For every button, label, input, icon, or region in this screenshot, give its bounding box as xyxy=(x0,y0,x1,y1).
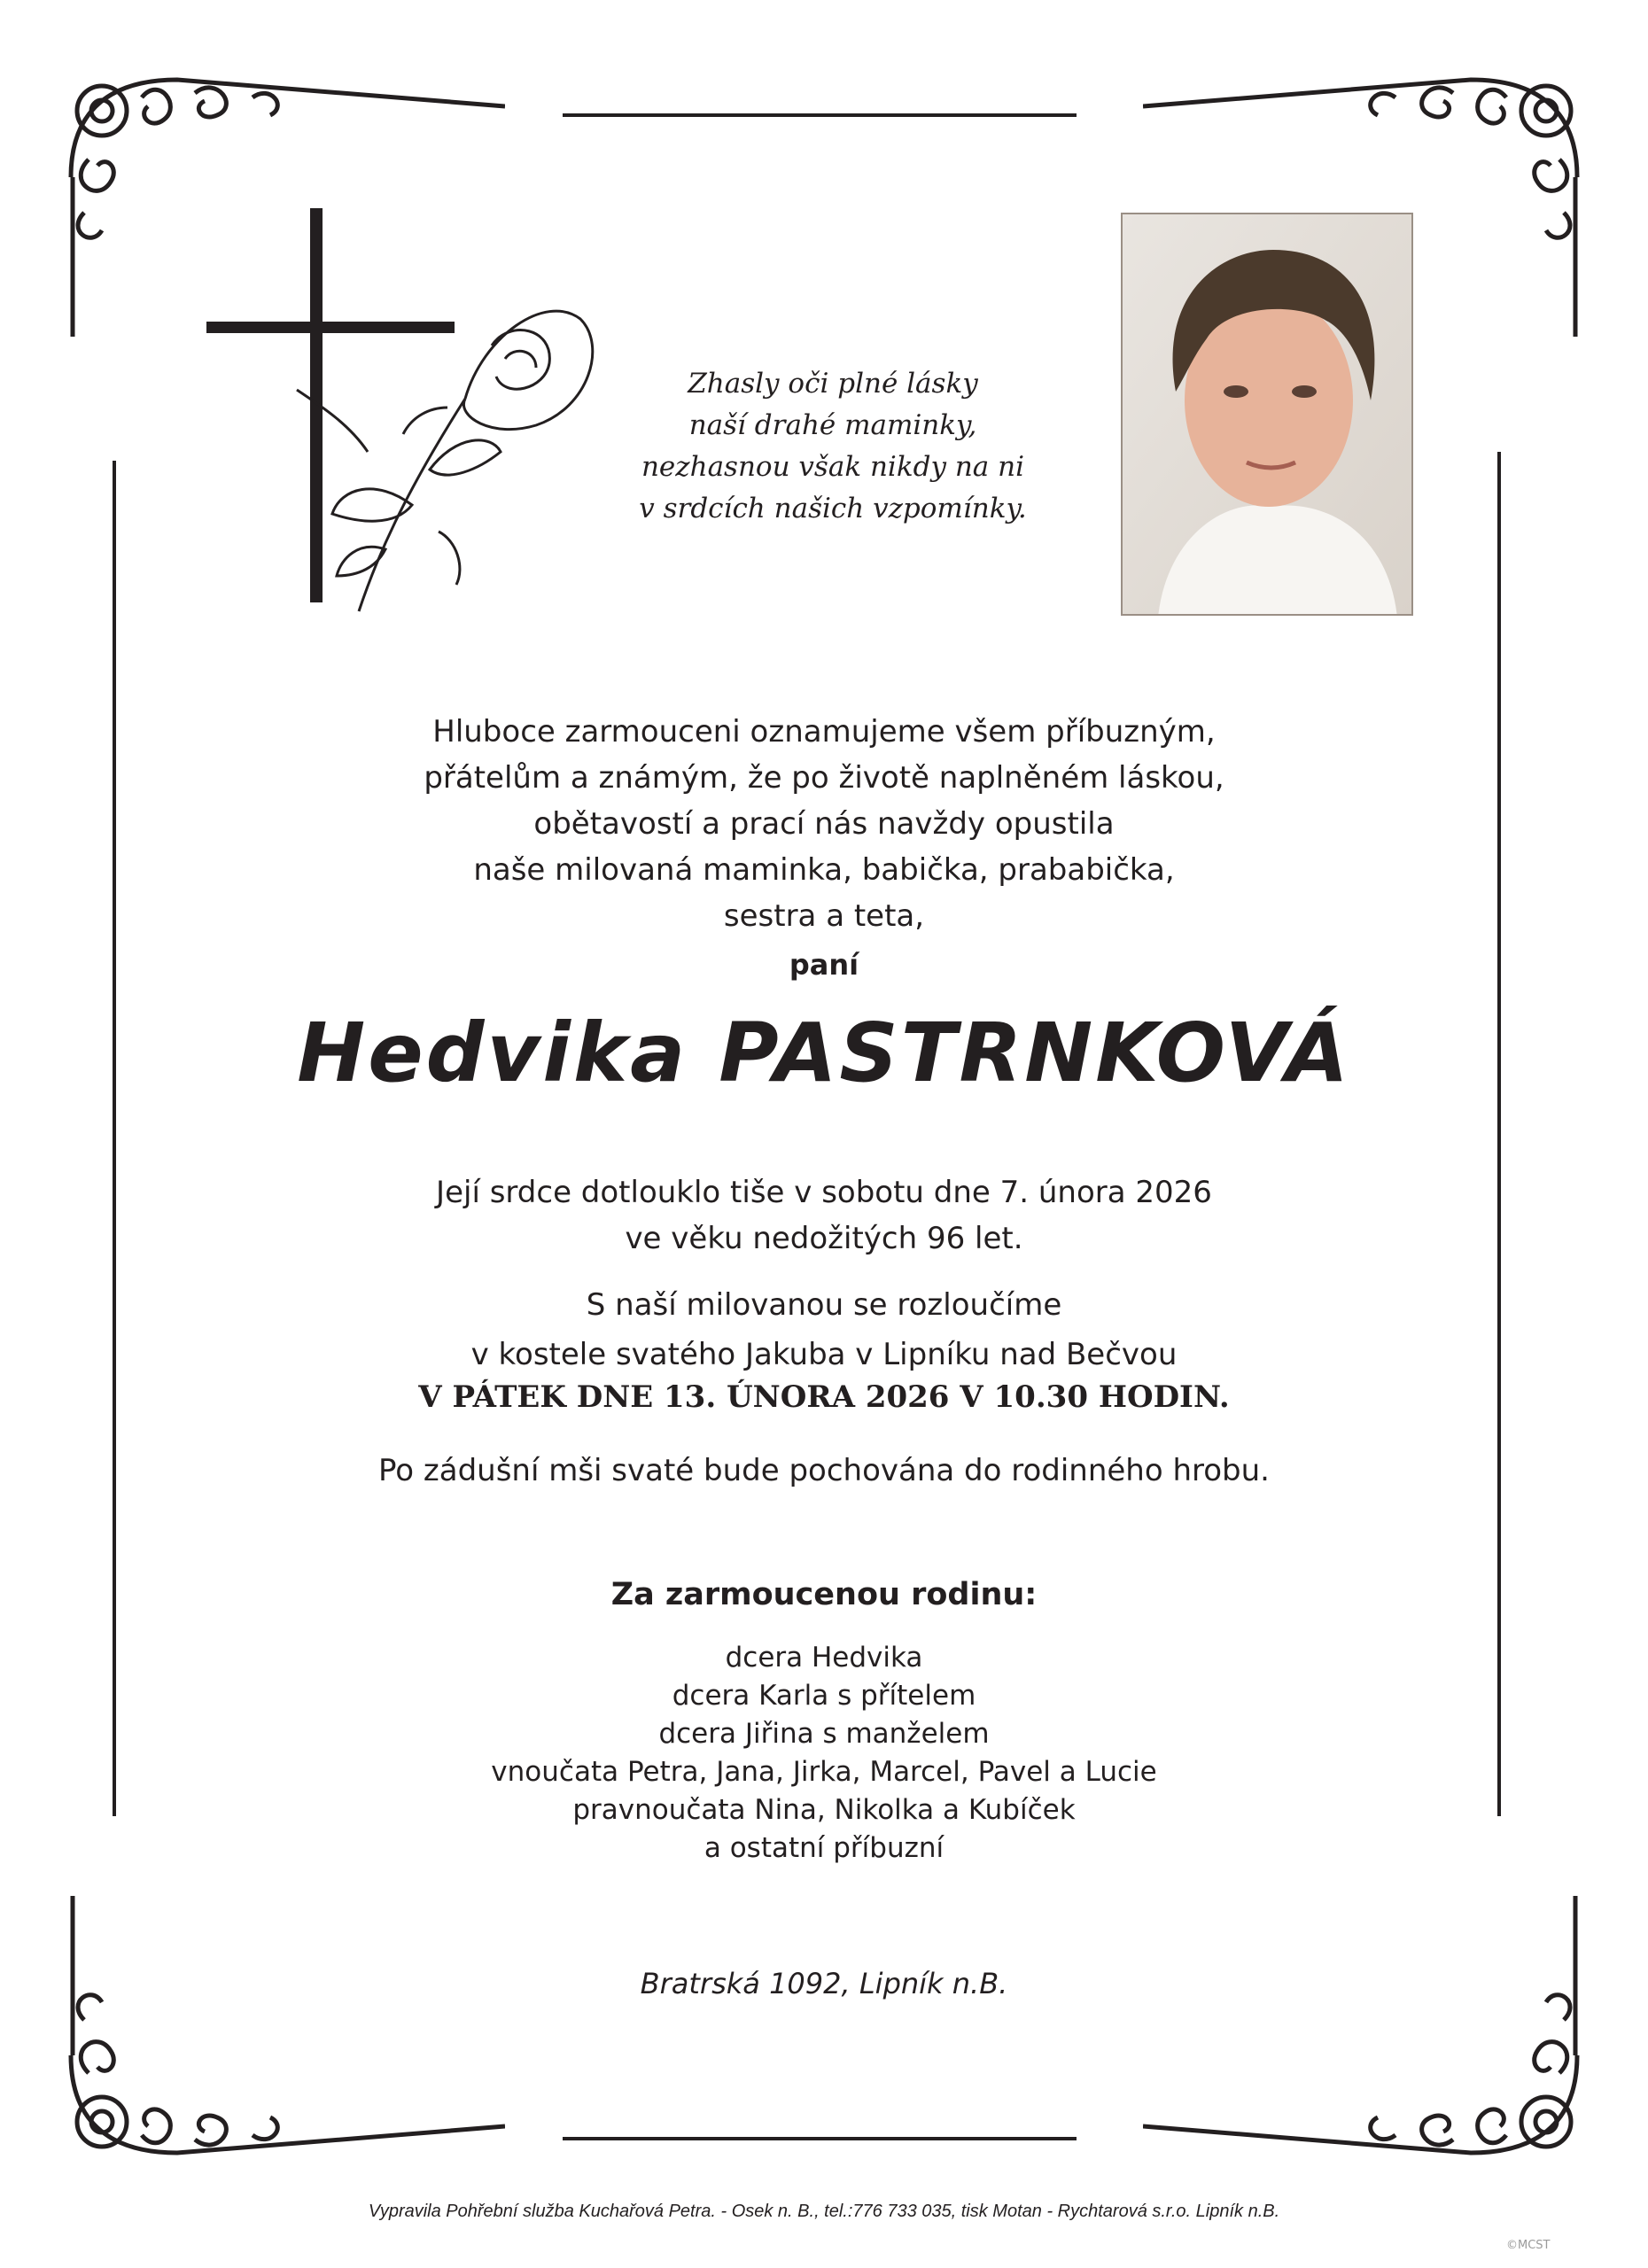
poem-line: v srdcích našich vzpomínky. xyxy=(639,493,1027,524)
announcement-line: naše milovaná maminka, babička, prababička, xyxy=(473,852,1175,888)
family-member: dcera Jiřina s manželem xyxy=(658,1718,990,1750)
death-info-line: ve věku nedožitých 96 let. xyxy=(625,1221,1023,1256)
poem xyxy=(620,363,1046,530)
footer-credits: Vypravila Pohřební služba Kuchařová Petra. - Osek n. B., tel.:776 733 035, tisk Motan - Rychtarová s.r.o. Lipník n.B. xyxy=(368,2202,1280,2221)
ornament-bottom-left xyxy=(62,1896,505,2162)
ornament-bottom-right xyxy=(1143,1896,1586,2162)
announcement-line: Hluboce zarmouceni oznamujeme všem příbuzným, xyxy=(432,714,1216,750)
top-rule xyxy=(563,113,1077,117)
farewell-line: S naší milovanou se rozloučíme xyxy=(586,1287,1062,1323)
watermark: ©MCST xyxy=(1506,2239,1551,2252)
family-member: vnoučata Petra, Jana, Jirka, Marcel, Pavel a Lucie xyxy=(491,1756,1157,1788)
poem-line: naší drahé maminky, xyxy=(688,409,977,441)
announcement-line: sestra a teta, xyxy=(723,898,925,934)
ceremony-datetime: V PÁTEK DNE 13. ÚNORA 2026 V 10.30 HODIN. xyxy=(418,1379,1230,1415)
portrait-image xyxy=(1123,214,1413,616)
death-info-line: Její srdce dotlouklo tiše v sobotu dne 7. února 2026 xyxy=(436,1175,1212,1210)
family-heading: Za zarmoucenou rodinu: xyxy=(610,1577,1038,1612)
left-rule xyxy=(113,461,116,1816)
honorific: paní xyxy=(789,948,859,982)
announcement-line: přátelům a známým, že po životě naplněném láskou, xyxy=(424,760,1224,796)
address: Bratrská 1092, Lipník n.B. xyxy=(640,1967,1008,2000)
deceased-name: Hedvika PASTRNKOVÁ xyxy=(297,1006,1351,1100)
poem-line: nezhasnou však nikdy na ni xyxy=(641,451,1025,483)
cross-with-rose-icon xyxy=(199,204,607,620)
family-member: dcera Hedvika xyxy=(725,1642,923,1674)
portrait-photo xyxy=(1121,213,1413,616)
death-info xyxy=(0,1169,1648,1262)
burial-note: Po zádušní mši svaté bude pochována do rodinného hrobu. xyxy=(377,1453,1270,1488)
family-member: a ostatní příbuzní xyxy=(704,1832,944,1864)
family-member: pravnoučata Nina, Nikolka a Kubíček xyxy=(572,1794,1076,1826)
announcement-line: obětavostí a prací nás navždy opustila xyxy=(533,806,1115,842)
farewell xyxy=(0,1280,1648,1379)
farewell-line: v kostele svatého Jakuba v Lipníku nad Bečvou xyxy=(470,1337,1178,1372)
poem-line: Zhasly oči plné lásky xyxy=(688,368,978,400)
announcement xyxy=(0,709,1648,939)
family-list xyxy=(0,1639,1648,1868)
family-member: dcera Karla s přítelem xyxy=(672,1680,976,1712)
bottom-rule xyxy=(563,2137,1077,2140)
